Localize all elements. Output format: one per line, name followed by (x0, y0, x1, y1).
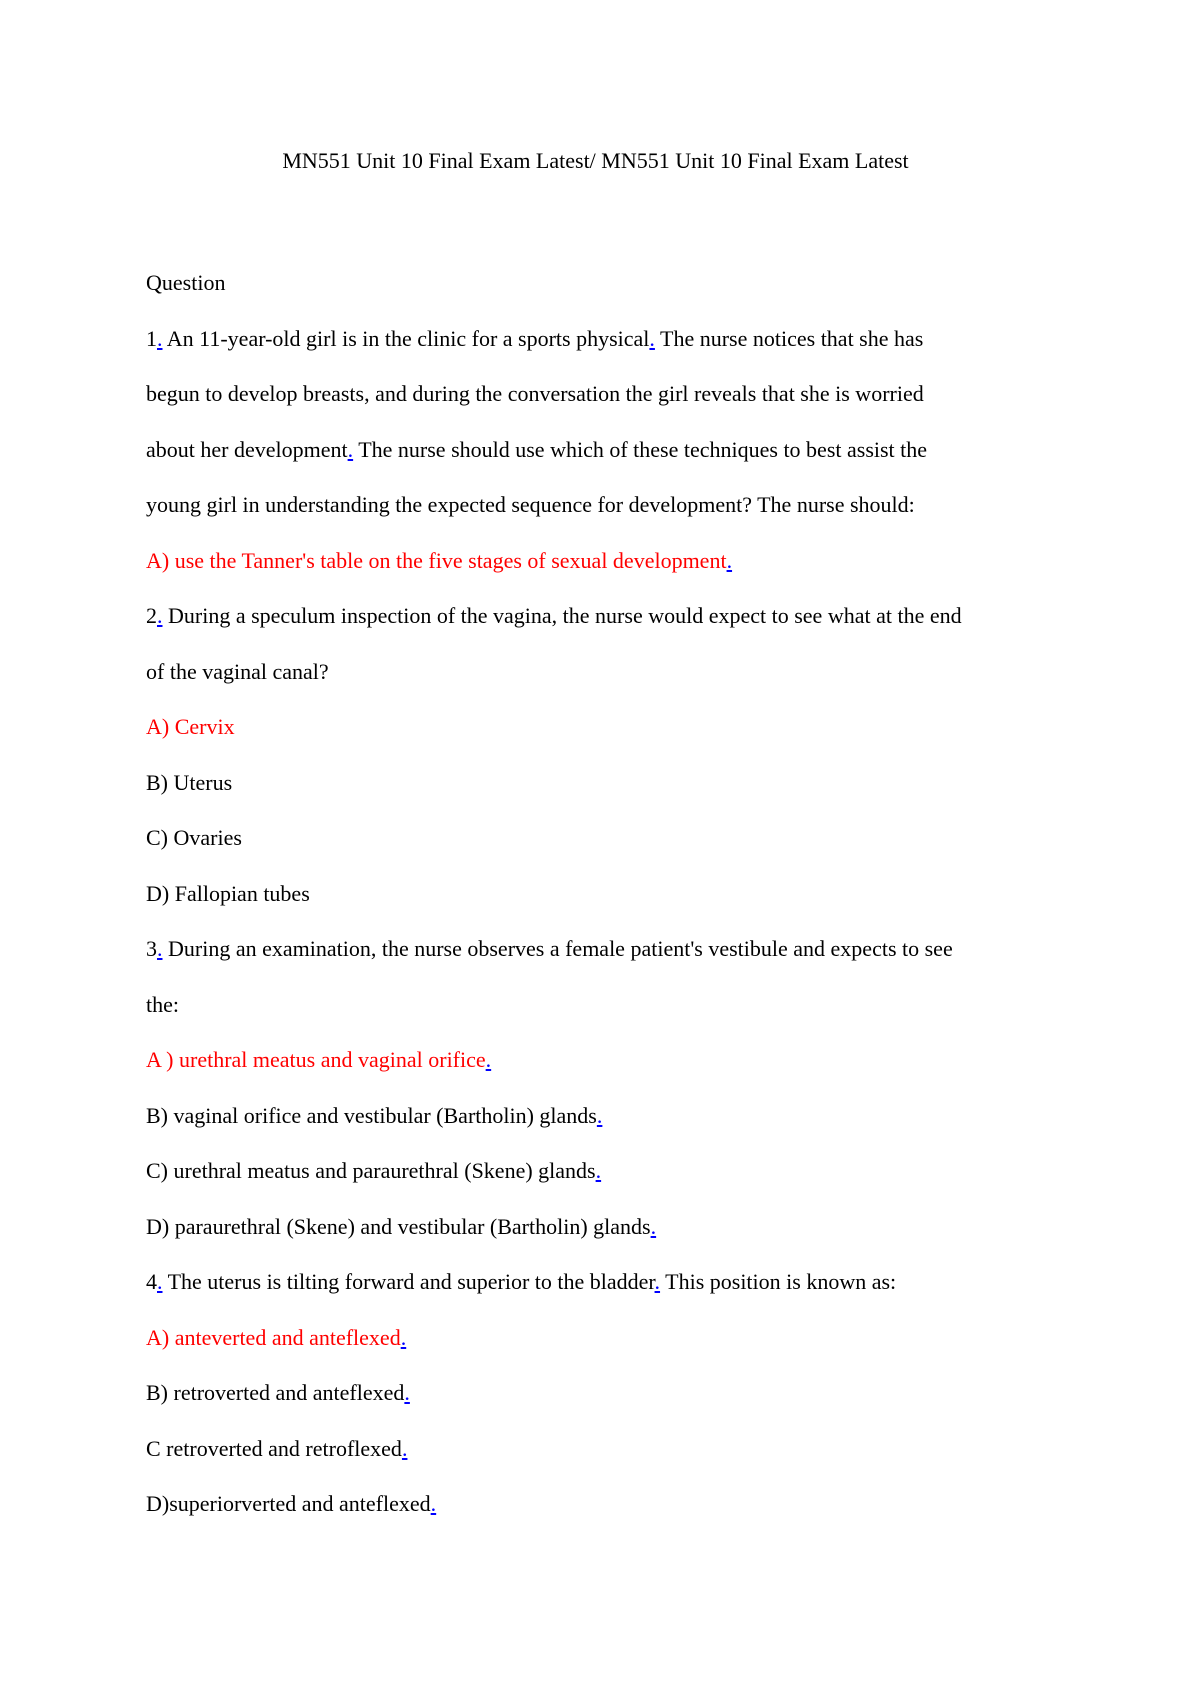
q4-text: The uterus is tilting forward and superior to the bladder (162, 1269, 655, 1294)
period-mark: . (654, 1269, 661, 1294)
q3-line-1 (146, 921, 1066, 977)
q3-option-c (146, 1143, 1066, 1199)
period-mark: . (596, 1102, 603, 1128)
q2-number: 2 (146, 603, 157, 628)
period-mark: . (157, 603, 163, 628)
page-title: MN551 Unit 10 Final Exam Latest/ MN551 Unit 10 Final Exam Latest (282, 148, 909, 173)
period-mark: . (157, 325, 163, 351)
q2-option-d: D) Fallopian tubes (146, 880, 310, 906)
option-text: C) urethral meatus and paraurethral (Skene) glands (146, 1158, 596, 1183)
q4-number: 4 (146, 1269, 157, 1294)
answer-text: A) anteverted and anteflexed (146, 1324, 401, 1350)
period-mark: . (485, 1047, 492, 1072)
q3-line-2: the: (146, 991, 179, 1017)
q1-text: The nurse should use which of these techniques to best assist the (353, 436, 928, 462)
period-mark: . (595, 1158, 602, 1183)
period-mark: . (726, 547, 733, 573)
q2-answer: A) Cervix (146, 714, 235, 739)
q1-text: about her development (146, 436, 348, 462)
q1-text: The nurse notices that she has (654, 325, 924, 351)
q1-answer (146, 533, 1066, 589)
option-text: B) vaginal orifice and vestibular (Bartholin) glands (146, 1102, 597, 1128)
option-text: D)superiorverted and anteflexed (146, 1491, 431, 1516)
q4-option-b (146, 1365, 1066, 1421)
exam-content (146, 255, 1066, 1532)
q2-option-c: C) Ovaries (146, 825, 242, 850)
q4-option-d (146, 1476, 1066, 1532)
period-mark: . (404, 1380, 410, 1405)
q1-line-4: young girl in understanding the expected sequence for development? The nurse should: (146, 492, 915, 517)
q4-text: This position is known as: (660, 1269, 897, 1294)
q2-line-2: of the vaginal canal? (146, 658, 329, 684)
q4-option-c (146, 1421, 1066, 1477)
q4-line-1 (146, 1254, 1066, 1310)
option-text: D) paraurethral (Skene) and vestibular (Bartholin) glands (146, 1213, 651, 1239)
option-text: C retroverted and retroflexed (146, 1435, 402, 1461)
period-mark: . (157, 1269, 163, 1294)
q3-answer (146, 1032, 1066, 1088)
q1-text: An 11-year-old girl is in the clinic for a sports physical (162, 325, 650, 351)
period-mark: . (650, 1213, 657, 1239)
option-text: B) retroverted and anteflexed (146, 1380, 405, 1405)
q4-answer (146, 1310, 1066, 1366)
period-mark: . (157, 936, 163, 961)
period-mark: . (400, 1324, 407, 1350)
question-heading: Question (146, 270, 226, 295)
q2-option-b: B) Uterus (146, 769, 233, 795)
q3-option-d (146, 1199, 1066, 1255)
q3-text: During an examination, the nurse observes a female patient's vestibule and expects to see (162, 936, 953, 961)
answer-text: A ) urethral meatus and vaginal orifice (146, 1047, 486, 1072)
period-mark: . (649, 325, 655, 351)
q3-option-b (146, 1088, 1066, 1144)
q1-number: 1 (146, 325, 157, 351)
q3-number: 3 (146, 936, 157, 961)
period-mark: . (430, 1491, 437, 1516)
q1-line-1 (146, 311, 1066, 367)
answer-text: A) use the Tanner's table on the five stages of sexual development (146, 547, 727, 573)
q1-line-2: begun to develop breasts, and during the conversation the girl reveals that she is worried (146, 381, 924, 406)
q1-line-3 (146, 422, 1066, 478)
period-mark: . (347, 436, 354, 462)
period-mark: . (401, 1435, 408, 1461)
q2-line-1 (146, 588, 1066, 644)
q2-text: During a speculum inspection of the vagina, the nurse would expect to see what at the end (162, 603, 962, 628)
